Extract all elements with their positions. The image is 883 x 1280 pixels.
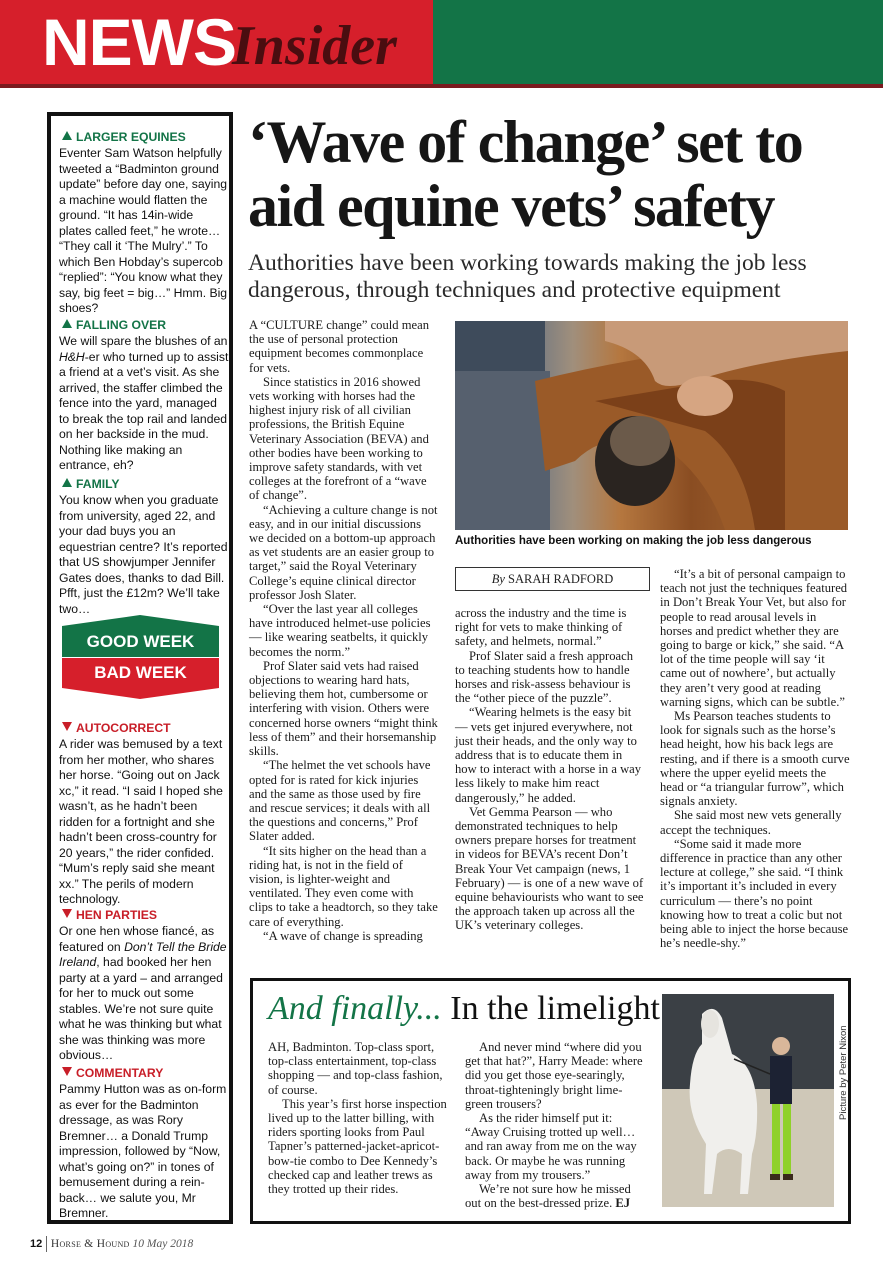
sidebar-body: A rider was bemused by a text from her mother, who shares her horse. “Going out on Jack xc,” it read. “I said I hoped she wasn’t, as he hadn’t been ridden for a fortnight and she hadn’t been cross-country for 20 years,” the rider confided. “Mum’s reply said she meant xx.” The perils of modern technology. bbox=[59, 737, 223, 906]
article-column-3 bbox=[660, 567, 850, 950]
article-headline: ‘Wave of change’ set to aid equine vets’ safety bbox=[248, 109, 803, 239]
down-triangle-icon bbox=[62, 722, 72, 731]
sidebar-body: Eventer Sam Watson helpfully tweeted a “Badminton ground update” before day one, saying a machine would flatten the ground. “It has 14in-wide plates called feet,” he wrote… “They call it ‘The Mulry’.” To which Ben Hobday’s supercob “replied”: “You know what they say, big feet = big…” Hmm. Big shoes? bbox=[59, 146, 228, 315]
sidebar-heading: FAMILY bbox=[62, 477, 120, 491]
sidebar-heading: HEN PARTIES bbox=[62, 908, 157, 922]
sidebar-heading: COMMENTARY bbox=[62, 1066, 163, 1080]
article-column-1 bbox=[249, 318, 438, 943]
sidebar-body: Pammy Hutton was as on-form as ever for the Badminton dressage, as was Rory Bremner… a Donald Trump impression, followed by “Now, what’s going on?” in tones of bemusement during a rein-back… we salute you, Mr Bremner. bbox=[59, 1082, 227, 1220]
paragraph: As the rider himself put it: “Away Cruising trotted up well… and ran away from me on the way back. Or maybe he was running away from my trousers.” bbox=[465, 1111, 637, 1182]
and-finally-column-2 bbox=[465, 1040, 647, 1210]
bad-week-label: BAD WEEK bbox=[62, 658, 219, 688]
sidebar-body: You know when you graduate from university, aged 22, and your dad buys you an equestrian centre? It’s reported that US showjumper Jennifer Gates does, thanks to dad Bill. Pfft, just the £12m? We’ll take two… bbox=[59, 493, 228, 616]
and-finally-title: And finally... In the limelight bbox=[268, 990, 660, 1027]
paragraph: “Wearing helmets is the easy bit — vets get injured everywhere, not just their heads, and the only way to address that is to educate them in how to interact with a horse in a way less likely to make him react dangerously,” he added. bbox=[455, 705, 642, 805]
down-triangle-icon bbox=[62, 1067, 72, 1076]
paragraph: Since statistics in 2016 showed vets working with horses had the highest injury risk of all civilian professions, the British Equine Veterinary Association (BEVA) and other bodies have been working to improve safety standards, with vet colleges at the forefront of a “wave of change”. bbox=[249, 374, 429, 503]
photo-caption: Authorities have been working on making the job less dangerous bbox=[455, 535, 812, 547]
good-week-label: GOOD WEEK bbox=[62, 626, 219, 657]
magazine-name: Horse & Hound bbox=[50, 1238, 130, 1250]
horse-rider-illustration bbox=[662, 994, 834, 1207]
good-week-arrow bbox=[62, 615, 219, 626]
paragraph: “Over the last year all colleges have introduced helmet-use policies — like wearing seatbelts, it quickly becomes the norm.” bbox=[249, 602, 431, 659]
sidebar-heading: AUTOCORRECT bbox=[62, 721, 171, 735]
up-triangle-icon bbox=[62, 131, 72, 140]
vet-horse-photo bbox=[455, 321, 848, 530]
bad-week-arrow bbox=[62, 688, 219, 699]
paragraph: “It’s a bit of personal campaign to teach not just the techniques featured in Don’t Break Your Vet, but also for people to read arousal levels in horses and predict whether they are going to barge or kick,” she said. “A lot of the time people will say ‘it came out of nowhere’, but actually they aren’t very good at reading warning signs, which can be subtle.” bbox=[660, 567, 848, 709]
up-triangle-icon bbox=[62, 478, 72, 487]
and-finally-column-1 bbox=[268, 1040, 448, 1196]
paragraph: “A wave of change is spreading bbox=[263, 928, 423, 943]
paragraph: And never mind “where did you get that hat?”, Harry Meade: where did you get those eye-searingly, throat-tighteningly bright lime-green trousers? bbox=[465, 1040, 643, 1111]
page-footer bbox=[30, 1238, 193, 1250]
byline: By SARAH RADFORD bbox=[455, 567, 650, 591]
sidebar-body: We will spare the blushes of an H&H-er who turned up to assist a friend at a vet’s visit. As she arrived, the staffer climbed the fence into the yard, managed to break the top rail and landed on her backside in the mud. Nothing like making an entrance, eh? bbox=[59, 334, 229, 472]
vet-horse-illustration bbox=[455, 321, 848, 530]
paragraph: This year’s first horse inspection lived up to the latter billing, with riders sporting looks from Paul Tapner’s patterned-jacket-apricot-bow-tie combo to Dee Kennedy’s checked cap and leather trews as they trotted up their rides. bbox=[268, 1096, 447, 1197]
paragraph: She said most new vets generally accept the techniques. bbox=[660, 808, 842, 837]
section-title-insider: Insider bbox=[232, 15, 397, 77]
paragraph: “Achieving a culture change is not easy, and in our initial discussions we decided on a bottom-up approach as vet students are an easier group to target,” said the Royal Veterinary College’s equine clinical director professor Josh Slater. bbox=[249, 502, 438, 602]
paragraph: “Some said it made more difference in practice than any other lecture at college,” she said. “I think it’s important it’s included in every curriculum — there’s no point knowing how to treat a colic but not being able to inject the horse because he’s needle-shy.” bbox=[660, 836, 849, 951]
paragraph: Prof Slater said vets had raised objections to wearing hard hats, believing them hot, cumbersome or interfering with vision. Others were concerned horse owners “might think less of them” and their horsemanship skills. bbox=[249, 658, 438, 759]
section-title-news: NEWS bbox=[42, 5, 236, 79]
paragraph: “It sits higher on the head than a riding hat, is not in the field of vision, is lighter-weight and ventilated. They even come with clips to take a headtorch, so they take care of everything. bbox=[249, 843, 438, 929]
paragraph: across the industry and the time is right for vets to make thinking of safety, and helmets, normal.” bbox=[455, 606, 627, 649]
down-triangle-icon bbox=[62, 909, 72, 918]
up-triangle-icon bbox=[62, 319, 72, 328]
article-column-2 bbox=[455, 606, 645, 933]
masthead-green-panel bbox=[433, 0, 883, 84]
page-number: 12 bbox=[30, 1238, 43, 1250]
paragraph: AH, Badminton. Top-class sport, top-class entertainment, top-class shopping — and top-class fashion, of course. bbox=[268, 1040, 443, 1097]
photo-credit: Picture by Peter Nixon bbox=[838, 1025, 849, 1120]
paragraph: We’re not sure how he missed out on the best-dressed prize. EJ bbox=[465, 1182, 631, 1211]
paragraph: “The helmet the vet schools have opted for is rated for kick injuries and the same as those used by fire and rescue services; it deals with all the questions and concerns,” Prof Slater added. bbox=[249, 758, 431, 844]
paragraph: Vet Gemma Pearson — who demonstrated techniques to help owners prepare horses for treatment in videos for BEVA’s recent Don’t Break Your Vet campaign (news, 1 February) — is one of a new wave of equine behaviourists who want to see the approach taken up across all the UK’s veterinary colleges. bbox=[455, 804, 644, 933]
article-standfirst: Authorities have been working towards making the job less dangerous, through techniques and protective equipment bbox=[248, 250, 807, 303]
paragraph: Prof Slater said a fresh approach to teaching students how to handle horses and risk-assess behaviour is the “other piece of the puzzle”. bbox=[455, 648, 634, 706]
sidebar-heading: LARGER EQUINES bbox=[62, 130, 186, 144]
masthead-rule bbox=[0, 84, 883, 88]
horse-inspection-photo bbox=[662, 994, 834, 1207]
paragraph: A “CULTURE change” could mean the use of personal protection equipment becomes commonplace for vets. bbox=[249, 318, 429, 375]
issue-date: 10 May 2018 bbox=[132, 1238, 194, 1250]
sidebar-body: Or one hen whose fiancé, as featured on Don’t Tell the Bride Ireland, had booked her hen party at a yard – and arranged for her to muck out some stables. We’re not sure quite what he was thinking but what she was thinking was more obvious… bbox=[59, 924, 227, 1062]
sidebar-heading: FALLING OVER bbox=[62, 318, 166, 332]
paragraph: Ms Pearson teaches students to look for signals such as the horse’s head height, how his back legs are resting, and if there is a smooth curve where the upper eyelid meets the head or “a triangular furrow”, which signals anxiety. bbox=[660, 709, 850, 809]
